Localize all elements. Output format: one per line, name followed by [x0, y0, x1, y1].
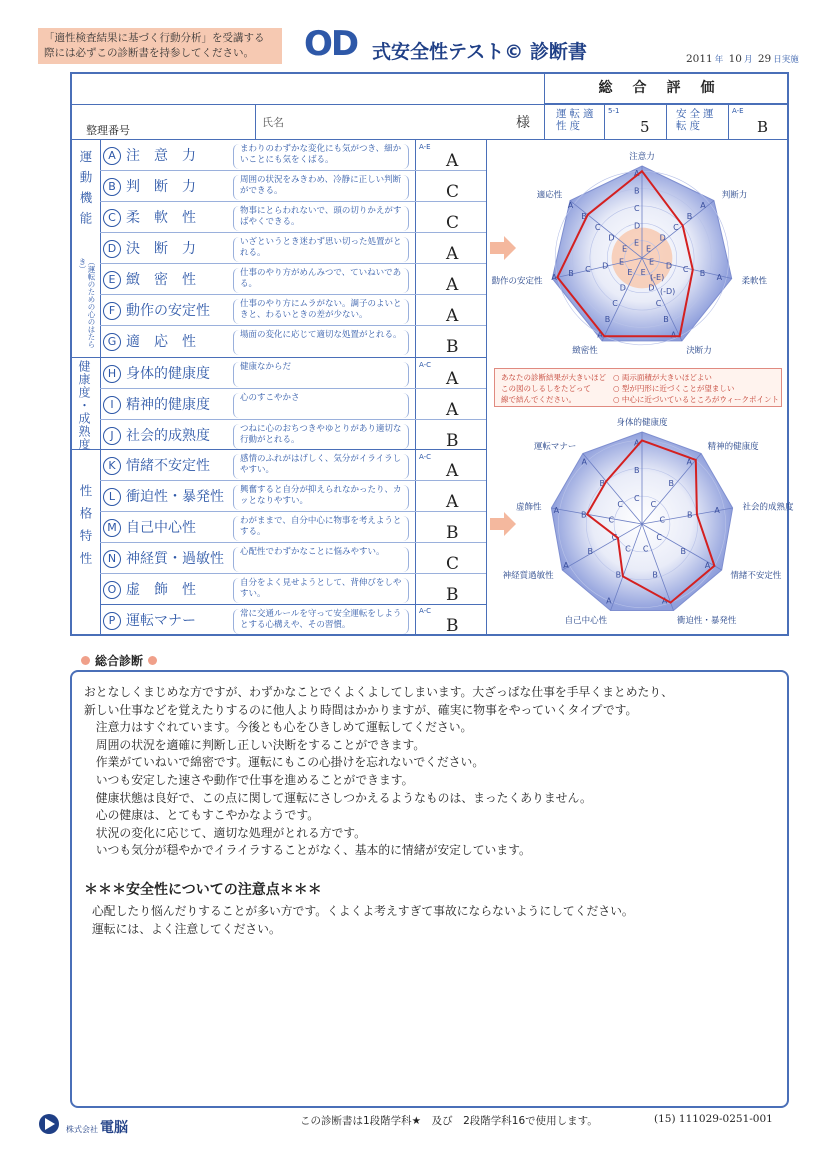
trait-description: 自分をよく見せようとして、背伸びをしやすい。	[233, 578, 409, 603]
group-label-motor: 運動機能	[78, 150, 93, 232]
radar-ring-letter: C	[682, 265, 689, 275]
trait-label: 身体的健康度	[126, 366, 210, 382]
trait-grade: B	[446, 431, 459, 451]
radar-ring-letter: E	[646, 244, 652, 254]
notice-line-1: 「適性検査結果に基づく行動分析」を受講する	[44, 32, 265, 44]
radar-ring-letter: A	[553, 505, 560, 515]
trait-grade: C	[446, 213, 460, 233]
radar-ring-letter: B	[699, 269, 706, 279]
legend-line: あなたの診断結果が大きいほど	[501, 373, 606, 382]
radar-neg-label: (-E)	[650, 273, 665, 282]
legend-line: ○ 型が円形に近づくことが望ましい	[613, 384, 735, 393]
trait-label: 判 断 力	[126, 179, 196, 195]
radar-ring-letter: C	[656, 532, 663, 542]
trait-label: 衝迫性・暴発性	[126, 489, 224, 505]
date-year-unit: 年	[714, 55, 724, 65]
trait-grade: A	[446, 461, 459, 481]
radar-ring-letter: B	[652, 570, 658, 580]
trait-row	[103, 513, 408, 543]
date-month-unit: 月	[743, 55, 753, 65]
radar-ring-letter: B	[634, 186, 640, 196]
radar-ring-letter: E	[640, 267, 646, 277]
radar-axis-label: 柔軟性	[741, 276, 767, 287]
legend-line: ○ 両示面積が大きいほどよい	[613, 373, 712, 382]
radar-ring-letter: A	[704, 560, 711, 570]
warning-line: 心配したり悩んだりすることが多い方です。くよくよ考えすぎて事故にならないようにしてください。	[92, 904, 634, 918]
radar-axis-label: 虚飾性	[516, 502, 542, 513]
trait-grade: A	[446, 492, 459, 512]
trait-letter: B	[103, 178, 121, 196]
trait-row	[103, 327, 408, 357]
radar-ring-letter: A	[581, 457, 588, 467]
radar-ring-letter: D	[619, 283, 626, 293]
trait-letter: E	[103, 271, 121, 289]
radar-ring-letter: B	[581, 211, 587, 221]
trait-grade: A	[446, 306, 459, 326]
trait-row	[103, 482, 408, 512]
divider	[70, 104, 789, 105]
radar-axis-label: 緻密性	[572, 345, 598, 356]
trait-name	[103, 176, 196, 196]
date-day-unit: 日実施	[773, 55, 799, 65]
diagnosis-text	[84, 684, 784, 860]
radar-ring-letter: A	[716, 272, 723, 282]
trait-name	[103, 517, 196, 537]
driving-score: 5	[640, 118, 650, 136]
safety-score: B	[757, 118, 769, 136]
trait-letter: C	[103, 209, 121, 227]
trait-row	[103, 141, 408, 171]
trait-description: 健康なからだ	[233, 362, 409, 387]
radar-ring-letter: D	[608, 233, 615, 243]
personality-radar-chart	[496, 410, 794, 636]
diagnosis-line: 注意力はすぐれています。今後とも心をひきしめて運転してください。	[84, 720, 473, 735]
diagnosis-line: 作業がていねいで綿密です。運転にもこの心掛けを忘れないでください。	[84, 755, 485, 770]
trait-row	[103, 421, 408, 451]
trait-grade: A	[446, 369, 459, 389]
scale-ac-personality: A-C	[419, 453, 432, 461]
trait-name	[103, 269, 196, 289]
radar-ring-letter: D	[659, 233, 666, 243]
trait-letter: H	[103, 365, 121, 383]
trait-row	[103, 234, 408, 264]
trait-row	[103, 359, 408, 389]
group-label-personality: 性格特性	[78, 484, 93, 574]
diagnosis-line: 周囲の状況を適確に判断し正しい決断をすることができます。	[84, 737, 426, 752]
trait-row	[103, 172, 408, 202]
trait-letter: K	[103, 457, 121, 475]
radar-ring-letter: D	[634, 221, 641, 231]
trait-grade: B	[446, 585, 459, 605]
radar-ring-letter: B	[686, 510, 693, 520]
radar-neg-label: (-D)	[660, 287, 676, 296]
legend-line: 線で結んでください。	[501, 395, 576, 404]
company-name	[64, 1117, 128, 1137]
radar-ring-letter: C	[612, 299, 618, 309]
radar-ring-letter: C	[673, 222, 679, 232]
radar-ring-letter: D	[648, 283, 655, 293]
radar-axis-label: 判断力	[721, 190, 748, 201]
trait-description: 常に交通ルールを守って安全運転をしようとする心構えや、その習慣。	[233, 609, 409, 634]
divider	[486, 139, 487, 636]
radar-ring-letter: E	[627, 267, 633, 277]
radar-axis-label: 自己中心性	[564, 615, 608, 626]
radar-ring-letter: A	[597, 330, 603, 340]
legend-line: ○ 中心に近づいているところがウィークポイント	[613, 395, 779, 404]
trait-label: 自己中心性	[126, 520, 196, 536]
trait-name	[103, 331, 196, 351]
radar-ring-letter: C	[608, 515, 615, 525]
trait-description: まわりのわずかな変化にも気がつき、細かいことにも気をくばる。	[233, 144, 409, 169]
radar-axis-label: 精神的健康度	[707, 441, 759, 452]
trait-name	[103, 548, 224, 568]
page-title: 式安全性テスト© 診断書	[372, 41, 587, 63]
trait-name	[103, 363, 210, 383]
divider	[728, 104, 729, 139]
radar-ring-letter: A	[634, 438, 640, 448]
trait-name	[103, 486, 224, 506]
trait-label: 精神的健康度	[126, 397, 210, 413]
radar-ring-letter: C	[625, 544, 631, 554]
date-month: 10	[728, 53, 742, 65]
safety-scale: A-E	[732, 107, 744, 115]
warning-heading: ＊＊＊安全性についての注意点＊＊＊	[84, 882, 322, 898]
radar-ring-letter: C	[594, 222, 601, 232]
radar-ring-letter: A	[700, 201, 706, 211]
trait-description: 仕事のやり方にムラがない。調子のよいときと、わるいときの差が少ない。	[233, 299, 409, 324]
diagnosis-line: 新しい仕事などを覚えたりするのに他人より時間はかかりますが、確実に物事をやっていくタイプです。	[84, 702, 638, 717]
radar-ring-letter: B	[663, 314, 669, 324]
seiri-label: 整理番号	[86, 124, 130, 137]
radar-ring-letter: A	[563, 560, 569, 570]
trait-label: 柔 軟 性	[126, 210, 196, 226]
divider	[604, 104, 605, 139]
trait-letter: L	[103, 488, 121, 506]
trait-name	[103, 610, 196, 630]
date-year: 2011	[686, 53, 713, 65]
trait-description: つねに心のおちつきやゆとりがあり適切な行動がとれる。	[233, 424, 409, 449]
exam-date	[686, 53, 801, 65]
radar-ring-letter: E	[634, 238, 640, 248]
bullet-icon	[148, 656, 157, 665]
radar-ring-letter: E	[619, 257, 625, 267]
trait-row	[103, 296, 408, 326]
trait-letter: F	[103, 302, 121, 320]
radar-ring-letter: C	[634, 203, 640, 213]
trait-description: いざというとき迷わず思い切った処置がとれる。	[233, 237, 409, 262]
trait-grade: C	[446, 182, 460, 202]
trait-label: 社会的成熟度	[126, 428, 210, 444]
divider	[70, 357, 486, 358]
trait-row	[103, 390, 408, 420]
document-code: (15) 111029-0251-001	[654, 1113, 773, 1125]
radar-ring-letter: C	[611, 532, 618, 542]
warning-line: 運転には、よく注意してください。	[92, 921, 281, 936]
divider	[666, 104, 667, 139]
trait-row	[103, 265, 408, 295]
trait-label: 注 意 力	[126, 148, 196, 164]
radar-axis-label: 情緒不安定性	[730, 571, 782, 581]
summary-heading: 総合評価	[544, 73, 788, 104]
radar-ring-letter: A	[670, 330, 677, 340]
group-label-health: 健康度・成熟度	[77, 360, 91, 451]
radar-ring-letter: B	[604, 314, 611, 324]
trait-label: 情緒不安定性	[126, 458, 210, 474]
radar-ring-letter: B	[634, 466, 640, 476]
trait-name	[103, 207, 196, 227]
name-label: 氏名	[262, 116, 284, 129]
trait-label: 運転マナー	[126, 613, 196, 629]
radar-ring-letter: C	[617, 500, 623, 510]
radar-axis-label: 身体的健康度	[616, 418, 668, 428]
radar-ring-letter: B	[615, 570, 622, 580]
diagnosis-line: おとなしくまじめな方ですが、わずかなことでくよくよしてしまいます。大ざっぱな仕事を手早くまとめたり、	[84, 685, 673, 699]
radar-ring-letter: B	[568, 269, 574, 279]
trait-grade: A	[446, 275, 459, 295]
usage-note: この診断書は1段階学科★ 及び 2段階学科16で使用します。	[300, 1115, 598, 1127]
trait-description: 興奮すると自分が抑えられなかったり、カッとなりやすい。	[233, 485, 409, 510]
radar-ring-letter: B	[581, 510, 587, 520]
trait-description: 物事にとらわれないで、頭の切りかえがすばやくできる。	[233, 206, 409, 231]
trait-name	[103, 145, 196, 165]
radar-ring-letter: C	[659, 515, 666, 525]
radar-ring-letter: A	[686, 457, 692, 467]
trait-letter: D	[103, 240, 121, 258]
radar-axis-label: 社会的成熟度	[742, 502, 794, 513]
radar-ring-letter: A	[714, 505, 720, 515]
diagnosis-line: 心の健康は、とてもすこやかなようです。	[84, 808, 319, 823]
radar-ring-letter: A	[661, 596, 668, 606]
trait-grade: B	[446, 523, 459, 543]
trait-row	[103, 451, 408, 481]
company-logo-icon	[38, 1113, 60, 1135]
trait-description: 仕事のやり方がめんみつで、ていねいである。	[233, 268, 409, 293]
radar-ring-letter: C	[585, 265, 591, 275]
diagnosis-line: 状況の変化に応じて、適切な処理がとれる方です。	[84, 825, 366, 840]
company-small: 株式会社	[66, 1125, 98, 1134]
trait-name	[103, 300, 210, 320]
trait-letter: A	[103, 147, 121, 165]
radar-ring-letter: C	[634, 494, 640, 504]
radar-ring-letter: C	[642, 544, 649, 554]
radar-ring-letter: C	[655, 299, 662, 309]
trait-label: 虚 飾 性	[126, 582, 196, 598]
trait-name	[103, 579, 196, 599]
trait-grade: A	[446, 151, 459, 171]
trait-row	[103, 575, 408, 605]
trait-letter: I	[103, 396, 121, 414]
motor-radar-chart	[491, 140, 788, 362]
trait-letter: J	[103, 427, 121, 445]
trait-description: 心配性でわずかなことに悩みやすい。	[233, 547, 409, 572]
trait-letter: N	[103, 550, 121, 568]
radar-ring-letter: B	[680, 546, 687, 556]
radar-ring-letter: C	[650, 500, 657, 510]
radar-ring-letter: A	[567, 201, 574, 211]
trait-description: わがままで、自分中心に物事を考えようとする。	[233, 516, 409, 541]
trait-label: 決 断 力	[126, 241, 196, 257]
driving-scale: 5-1	[608, 107, 620, 115]
trait-grade: A	[446, 244, 459, 264]
trait-letter: G	[103, 333, 121, 351]
radar-ring-letter: B	[668, 478, 675, 488]
driving-aptitude-label: 運転適性度	[556, 108, 597, 132]
radar-ring-letter: A	[606, 596, 612, 606]
diagnosis-heading	[76, 652, 162, 669]
trait-row	[103, 203, 408, 233]
legend-line: この図のしるしをたどって	[501, 384, 591, 393]
notice-line-2: 際には必ずこの診断書を持参してください。	[44, 47, 254, 59]
trait-description: 周囲の状況をみきわめ、冷静に正しい判断ができる。	[233, 175, 409, 200]
radar-axis-label: 注意力	[629, 152, 655, 162]
scale-ac-health: A-C	[419, 361, 432, 369]
radar-axis-label: 神経質過敏性	[502, 571, 554, 581]
scale-ac-manner: A-C	[419, 607, 432, 615]
date-day: 29	[757, 53, 772, 65]
radar-ring-letter: B	[599, 478, 605, 488]
radar-ring-letter: E	[621, 244, 628, 254]
radar-ring-letter: A	[551, 272, 557, 282]
radar-ring-letter: B	[587, 546, 593, 556]
trait-description: 場面の変化に応じて適切な処置がとれる。	[233, 330, 409, 355]
divider	[255, 104, 256, 139]
trait-letter: M	[103, 519, 121, 537]
warning-text	[92, 903, 634, 938]
trait-label: 緻 密 性	[126, 272, 196, 288]
trait-grade: B	[446, 337, 459, 357]
trait-name	[103, 238, 196, 258]
radar-axis-label: 適応性	[536, 190, 563, 201]
safety-label: 安全運転度	[676, 108, 717, 132]
trait-grade: C	[446, 554, 460, 574]
diagnosis-line: 健康状態は良好で、この点に関して運転にさしつかえるようなものは、まったくありません。	[84, 790, 592, 805]
trait-name	[103, 425, 210, 445]
diagnosis-line: いつも気分が穏やかでイライラすることがなく、基本的に情緒が安定しています。	[84, 843, 531, 858]
trait-description: 感情のふれがはげしく、気分がイライラしやすい。	[233, 454, 409, 479]
diagnosis-heading-text: 総合診断	[95, 654, 144, 668]
trait-grade: B	[446, 616, 459, 636]
group-sub-motor: （運転のための心のはたらき）	[78, 258, 96, 348]
trait-letter: P	[103, 612, 121, 630]
radar-axis-label: 衝迫性・暴発性	[676, 615, 737, 626]
trait-label: 動作の安定性	[126, 303, 210, 319]
trait-label: 適 応 性	[126, 334, 196, 350]
trait-description: 心のすこやかさ	[233, 393, 409, 418]
radar-ring-letter: E	[648, 257, 655, 267]
divider	[544, 104, 545, 139]
trait-name	[103, 455, 210, 475]
trait-row	[103, 544, 408, 574]
radar-ring-letter: D	[602, 261, 609, 271]
od-logo: OD	[304, 24, 358, 64]
radar-ring-letter: D	[665, 261, 673, 271]
trait-name	[103, 394, 210, 414]
radar-legend	[494, 368, 782, 407]
trait-grade: A	[446, 400, 459, 420]
radar-ring-letter: A	[634, 169, 640, 179]
bullet-icon	[81, 656, 90, 665]
radar-ring-letter: B	[686, 211, 693, 221]
radar-axis-label: 運転マナー	[533, 441, 577, 452]
company-main: 電脳	[100, 1120, 128, 1136]
trait-letter: O	[103, 581, 121, 599]
trait-label: 神経質・過敏性	[126, 551, 224, 567]
notice-box	[38, 28, 282, 64]
sama-label: 様	[516, 115, 530, 131]
diagnosis-line: いつも安定した速さや動作で仕事を進めることができます。	[84, 772, 414, 787]
trait-row	[103, 606, 408, 636]
radar-axis-label: 決断力	[686, 345, 712, 356]
scale-ae: A-E	[419, 143, 431, 151]
radar-axis-label: 動作の安定性	[491, 276, 543, 287]
